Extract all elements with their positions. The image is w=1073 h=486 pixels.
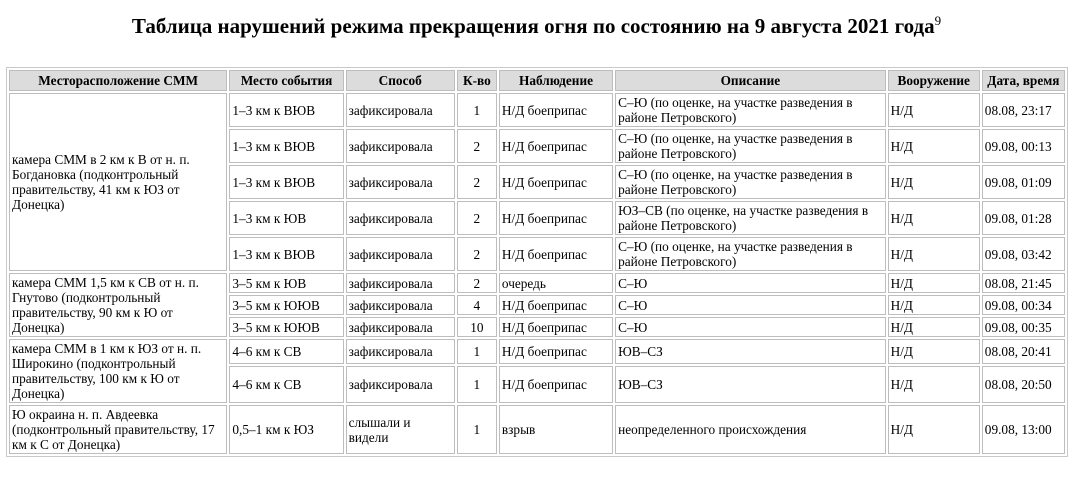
place-cell: 0,5–1 км к ЮЗ <box>229 405 343 454</box>
method-cell: зафиксировала <box>346 295 455 315</box>
description-cell: ЮЗ–СВ (по оценке, на участке разведения в районе Петровского) <box>615 201 886 235</box>
description-cell: С–Ю <box>615 317 886 337</box>
weapon-cell: Н/Д <box>888 201 980 235</box>
place-cell: 1–3 км к ВЮВ <box>229 129 343 163</box>
col-header-method: Способ <box>346 70 455 91</box>
description-cell: С–Ю (по оценке, на участке разведения в районе Петровского) <box>615 93 886 127</box>
description-cell: С–Ю (по оценке, на участке разведения в районе Петровского) <box>615 165 886 199</box>
weapon-cell: Н/Д <box>888 237 980 271</box>
method-cell: зафиксировала <box>346 201 455 235</box>
observation-cell: очередь <box>499 273 613 293</box>
count-cell: 2 <box>457 237 497 271</box>
count-cell: 1 <box>457 366 497 403</box>
weapon-cell: Н/Д <box>888 273 980 293</box>
weapon-cell: Н/Д <box>888 317 980 337</box>
page-title <box>0 14 1073 38</box>
method-cell: зафиксировала <box>346 165 455 199</box>
weapon-cell: Н/Д <box>888 93 980 127</box>
place-cell: 1–3 км к ЮВ <box>229 201 343 235</box>
description-cell: С–Ю <box>615 273 886 293</box>
count-cell: 4 <box>457 295 497 315</box>
col-header-description: Описание <box>615 70 886 91</box>
observation-cell: взрыв <box>499 405 613 454</box>
col-header-location: Месторасположение СММ <box>9 70 227 91</box>
weapon-cell: Н/Д <box>888 405 980 454</box>
observation-cell: Н/Д боеприпас <box>499 339 613 364</box>
count-cell: 1 <box>457 405 497 454</box>
method-cell: зафиксировала <box>346 339 455 364</box>
col-header-place: Место события <box>229 70 343 91</box>
datetime-cell: 09.08, 01:09 <box>982 165 1065 199</box>
count-cell: 2 <box>457 273 497 293</box>
weapon-cell: Н/Д <box>888 165 980 199</box>
description-cell: ЮВ–СЗ <box>615 366 886 403</box>
datetime-cell: 08.08, 23:17 <box>982 93 1065 127</box>
place-cell: 1–3 км к ВЮВ <box>229 237 343 271</box>
method-cell: слышали и видели <box>346 405 455 454</box>
description-cell: С–Ю (по оценке, на участке разведения в районе Петровского) <box>615 237 886 271</box>
table-header-row <box>9 70 1065 91</box>
weapon-cell: Н/Д <box>888 366 980 403</box>
location-cell: Ю окраина н. п. Авдеевка (подконтрольный правительству, 17 км к С от Донецка) <box>9 405 227 454</box>
place-cell: 1–3 км к ВЮВ <box>229 93 343 127</box>
observation-cell: Н/Д боеприпас <box>499 129 613 163</box>
col-header-weapon: Вооружение <box>888 70 980 91</box>
observation-cell: Н/Д боеприпас <box>499 201 613 235</box>
datetime-cell: 09.08, 13:00 <box>982 405 1065 454</box>
place-cell: 4–6 км к СВ <box>229 366 343 403</box>
col-header-observation: Наблюдение <box>499 70 613 91</box>
description-cell: С–Ю <box>615 295 886 315</box>
datetime-cell: 08.08, 20:41 <box>982 339 1065 364</box>
observation-cell: Н/Д боеприпас <box>499 317 613 337</box>
place-cell: 4–6 км к СВ <box>229 339 343 364</box>
count-cell: 10 <box>457 317 497 337</box>
method-cell: зафиксировала <box>346 366 455 403</box>
method-cell: зафиксировала <box>346 93 455 127</box>
datetime-cell: 09.08, 00:13 <box>982 129 1065 163</box>
method-cell: зафиксировала <box>346 237 455 271</box>
weapon-cell: Н/Д <box>888 295 980 315</box>
observation-cell: Н/Д боеприпас <box>499 237 613 271</box>
location-cell: камера СММ 1,5 км к СВ от н. п. Гнутово (подконтрольный правительству, 90 км к Ю от Донецка) <box>9 273 227 337</box>
place-cell: 3–5 км к ЮВ <box>229 273 343 293</box>
place-cell: 1–3 км к ВЮВ <box>229 165 343 199</box>
datetime-cell: 09.08, 00:34 <box>982 295 1065 315</box>
datetime-cell: 09.08, 03:42 <box>982 237 1065 271</box>
place-cell: 3–5 км к ЮЮВ <box>229 317 343 337</box>
table-row <box>9 405 1065 454</box>
col-header-count: К-во <box>457 70 497 91</box>
table-row <box>9 273 1065 293</box>
datetime-cell: 09.08, 00:35 <box>982 317 1065 337</box>
observation-cell: Н/Д боеприпас <box>499 295 613 315</box>
method-cell: зафиксировала <box>346 317 455 337</box>
count-cell: 2 <box>457 129 497 163</box>
count-cell: 2 <box>457 165 497 199</box>
datetime-cell: 09.08, 01:28 <box>982 201 1065 235</box>
ceasefire-violations-table <box>6 67 1068 457</box>
col-header-datetime: Дата, время <box>982 70 1065 91</box>
weapon-cell: Н/Д <box>888 129 980 163</box>
count-cell: 2 <box>457 201 497 235</box>
observation-cell: Н/Д боеприпас <box>499 93 613 127</box>
count-cell: 1 <box>457 339 497 364</box>
location-cell: камера СММ в 1 км к ЮЗ от н. п. Широкино (подконтрольный правительству, 100 км к Ю от Донецка) <box>9 339 227 403</box>
table-row <box>9 339 1065 364</box>
footnote-mark: 9 <box>934 13 942 28</box>
title-text: Таблица нарушений режима прекращения огня по состоянию на 9 августа 2021 года <box>131 14 935 38</box>
place-cell: 3–5 км к ЮЮВ <box>229 295 343 315</box>
count-cell: 1 <box>457 93 497 127</box>
weapon-cell: Н/Д <box>888 339 980 364</box>
observation-cell: Н/Д боеприпас <box>499 165 613 199</box>
method-cell: зафиксировала <box>346 273 455 293</box>
description-cell: неопределенного происхождения <box>615 405 886 454</box>
observation-cell: Н/Д боеприпас <box>499 366 613 403</box>
table-row <box>9 93 1065 127</box>
datetime-cell: 08.08, 20:50 <box>982 366 1065 403</box>
description-cell: ЮВ–СЗ <box>615 339 886 364</box>
location-cell: камера СММ в 2 км к В от н. п. Богдановка (подконтрольный правительству, 41 км к ЮЗ от Донецка) <box>9 93 227 271</box>
method-cell: зафиксировала <box>346 129 455 163</box>
datetime-cell: 08.08, 21:45 <box>982 273 1065 293</box>
description-cell: С–Ю (по оценке, на участке разведения в районе Петровского) <box>615 129 886 163</box>
